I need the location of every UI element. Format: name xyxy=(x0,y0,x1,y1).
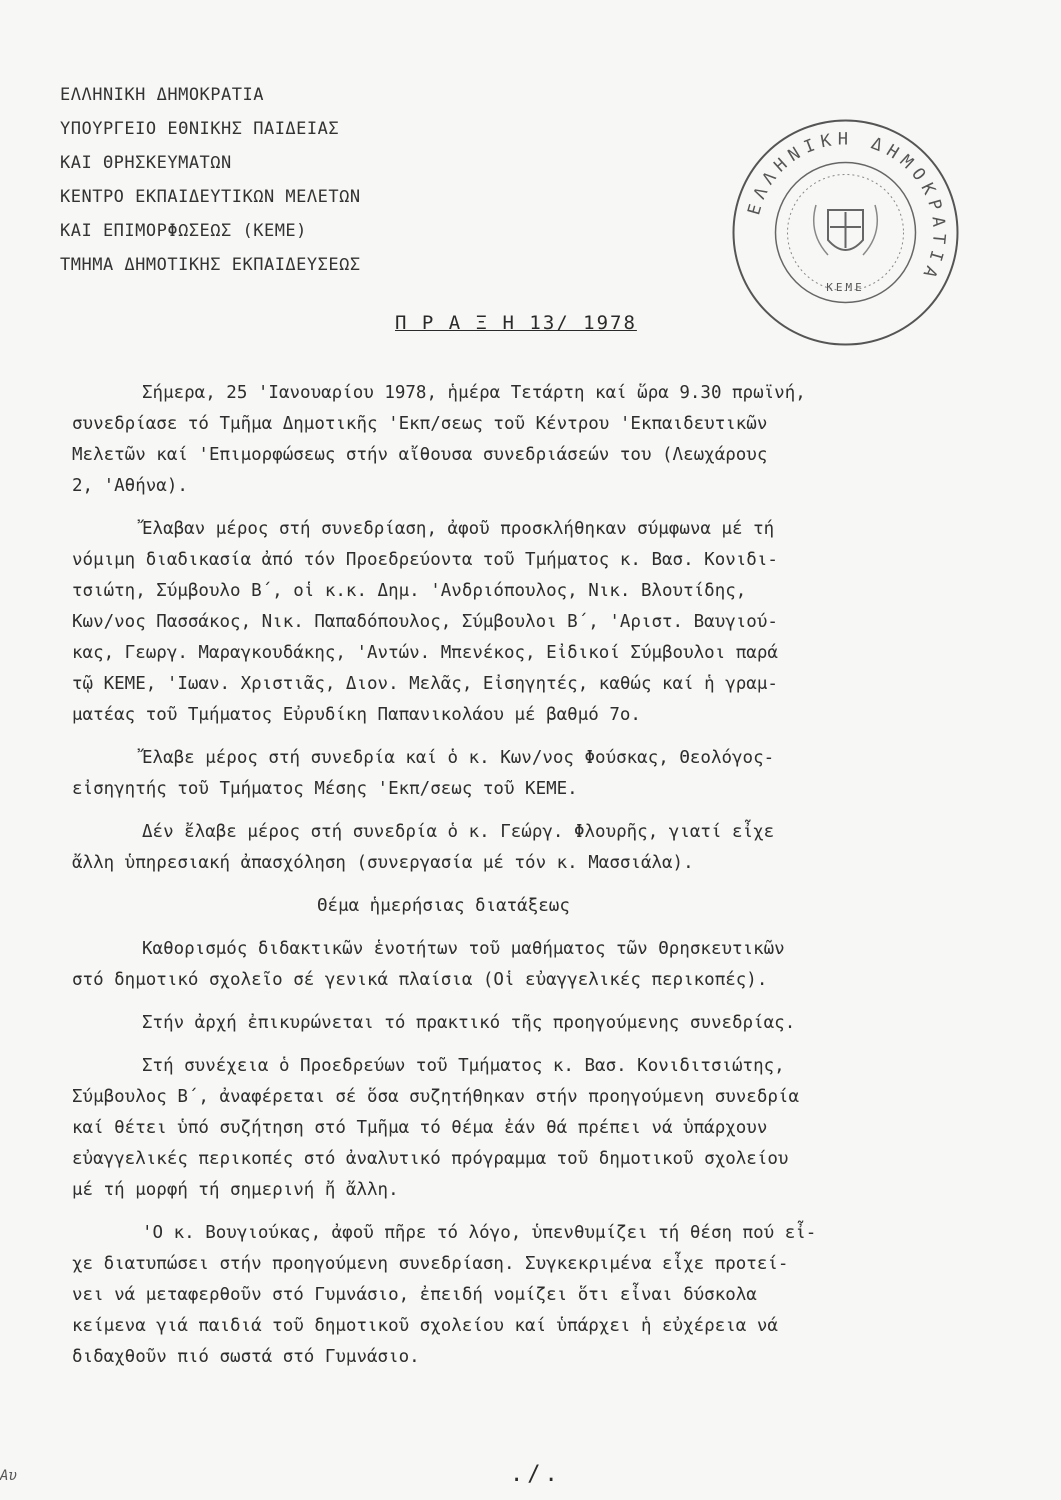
text-line: Σύμβουλος Β΄, ἀναφέρεται σέ ὅσα συζητήθηκαν στήν προηγούμενη συνεδρία xyxy=(72,1087,799,1107)
paragraph xyxy=(72,1008,1032,1039)
text-line: εὐαγγελικές περικοπές στό ἀναλυτικό πρόγραμμα τοῦ δημοτικοῦ σχολείου xyxy=(72,1149,789,1169)
seal-inner-text: ΚΕΜΕ xyxy=(826,281,865,294)
official-seal-stamp xyxy=(728,115,963,350)
agenda-heading xyxy=(72,891,1032,922)
text-line: κείμενα γιά παιδιά τοῦ δημοτικοῦ σχολείου καί ὑπάρχει ἡ εὐχέρεια νά xyxy=(72,1316,778,1336)
paragraph xyxy=(72,1218,1032,1373)
document-body xyxy=(72,378,1032,1385)
text-line: νόμιμη διαδικασία ἀπό τόν Προεδρεύοντα τοῦ Τμήματος κ. Βασ. Κονιδι- xyxy=(72,550,778,570)
text-line: Κων/νος Πασσάκος, Νικ. Παπαδόπουλος, Σύμβουλοι Β΄, 'Αριστ. Βαυγιού- xyxy=(72,612,778,632)
coat-of-arms-icon xyxy=(814,205,878,255)
letterhead-line: ΕΛΛΗΝΙΚΗ ΔΗΜΟΚΡΑΤΙΑ xyxy=(60,85,264,105)
text-line: στό δημοτικό σχολεῖο σέ γενικά πλαίσια (Οἱ εὐαγγελικές περικοπές). xyxy=(72,970,768,990)
text-line: Στήν ἀρχή ἐπικυρώνεται τό πρακτικό τῆς προηγούμενης συνεδρίας. xyxy=(142,1013,796,1033)
letterhead-line: ΚΑΙ ΕΠΙΜΟΡΦΩΣΕΩΣ (ΚΕΜΕ) xyxy=(60,221,307,241)
text-line: τσιώτη, Σύμβουλο Β΄, οἱ κ.κ. Δημ. 'Ανδριόπουλος, Νικ. Βλουτίδης, xyxy=(72,581,747,601)
text-line: νει νά μεταφερθοῦν στό Γυμνάσιο, ἐπειδή νομίζει ὅτι εἶναι δύσκολα xyxy=(72,1285,757,1305)
text-line: Θέμα ἡμερήσιας διατάξεως xyxy=(317,896,570,916)
document-title: Π Ρ Α Ξ Η 13/ 1978 xyxy=(395,312,637,334)
letterhead-line: ΚΑΙ ΘΡΗΣΚΕΥΜΑΤΩΝ xyxy=(60,153,232,173)
text-line: ἄλλη ὑπηρεσιακή ἀπασχόληση (συνεργασία μέ τόν κ. Μασσιάλα). xyxy=(72,853,694,873)
paragraph xyxy=(72,1051,1032,1206)
text-line: Ἔλαβε μέρος στή συνεδρία καί ὁ κ. Κων/νος Φούσκας, Θεολόγος- xyxy=(142,748,775,768)
text-line: Σήμερα, 25 'Ιανουαρίου 1978, ἡμέρα Τετάρτη καί ὥρα 9.30 πρωϊνή, xyxy=(142,383,806,403)
text-line: 'Ο κ. Βουγιούκας, ἀφοῦ πῆρε τό λόγο, ὑπενθυμίζει τή θέση πού εἶ- xyxy=(142,1223,817,1243)
text-line: Μελετῶν καί 'Επιμορφώσεως στήν αἴθουσα συνεδριάσεών του (Λεωχάρους xyxy=(72,445,768,465)
text-line: μέ τή μορφή τή σημερινή ἤ ἄλλη. xyxy=(72,1180,399,1200)
text-line: χε διατυπώσει στήν προηγούμενη συνεδρίαση. Συγκεκριμένα εἶχε προτεί- xyxy=(72,1254,789,1274)
text-line: 2, 'Αθήνα). xyxy=(72,476,188,496)
text-line: κας, Γεωργ. Μαραγκουδάκης, 'Αντών. Μπενέκος, Εἰδικοί Σύμβουλοι παρά xyxy=(72,643,778,663)
text-line: Ἔλαβαν μέρος στή συνεδρίαση, ἀφοῦ προσκλήθηκαν σύμφωνα μέ τή xyxy=(142,519,775,539)
text-line: Στή συνέχεια ὁ Προεδρεύων τοῦ Τμήματος κ. Βασ. Κονιδιτσιώτης, xyxy=(142,1056,785,1076)
continuation-mark: ./. xyxy=(510,1462,562,1487)
text-line: ματέας τοῦ Τμήματος Εὐρυδίκη Παπανικολάου μέ βαθμό 7ο. xyxy=(72,705,641,725)
paragraph xyxy=(72,817,1032,879)
text-line: Δέν ἔλαβε μέρος στή συνεδρία ὁ κ. Γεώργ. Φλουρῆς, γιατί εἶχε xyxy=(142,822,775,842)
text-line: διδαχθοῦν πιό σωστά στό Γυμνάσιο. xyxy=(72,1347,420,1367)
margin-handwriting: Αυ xyxy=(0,1468,17,1484)
letterhead-line: ΚΕΝΤΡΟ ΕΚΠΑΙΔΕΥΤΙΚΩΝ ΜΕΛΕΤΩΝ xyxy=(60,187,361,207)
text-line: συνεδρίασε τό Τμῆμα Δημοτικῆς 'Εκπ/σεως τοῦ Κέντρου 'Εκπαιδευτικῶν xyxy=(72,414,768,434)
paragraph xyxy=(72,934,1032,996)
text-line: καί θέτει ὑπό συζήτηση στό Τμῆμα τό θέμα ἐάν θά πρέπει νά ὑπάρχουν xyxy=(72,1118,768,1138)
text-line: εἰσηγητής τοῦ Τμήματος Μέσης 'Εκπ/σεως τοῦ ΚΕΜΕ. xyxy=(72,779,578,799)
letterhead xyxy=(60,78,361,282)
svg-text:ΕΛΛΗΝΙΚΗ ΔΗΜΟΚΡΑΤΙΑ: ΕΛΛΗΝΙΚΗ ΔΗΜΟΚΡΑΤΙΑ xyxy=(744,129,949,287)
letterhead-line: ΤΜΗΜΑ ΔΗΜΟΤΙΚΗΣ ΕΚΠΑΙΔΕΥΣΕΩΣ xyxy=(60,255,361,275)
paragraph xyxy=(72,743,1032,805)
paragraph xyxy=(72,514,1032,731)
letterhead-line: ΥΠΟΥΡΓΕΙΟ ΕΘΝΙΚΗΣ ΠΑΙΔΕΙΑΣ xyxy=(60,119,340,139)
paragraph xyxy=(72,378,1032,502)
text-line: Καθορισμός διδακτικῶν ἑνοτήτων τοῦ μαθήματος τῶν Θρησκευτικῶν xyxy=(142,939,785,959)
text-line: τῷ ΚΕΜΕ, 'Ιωαν. Χριστιᾶς, Διον. Μελᾶς, Εἰσηγητές, καθώς καί ἡ γραμ- xyxy=(72,674,778,694)
